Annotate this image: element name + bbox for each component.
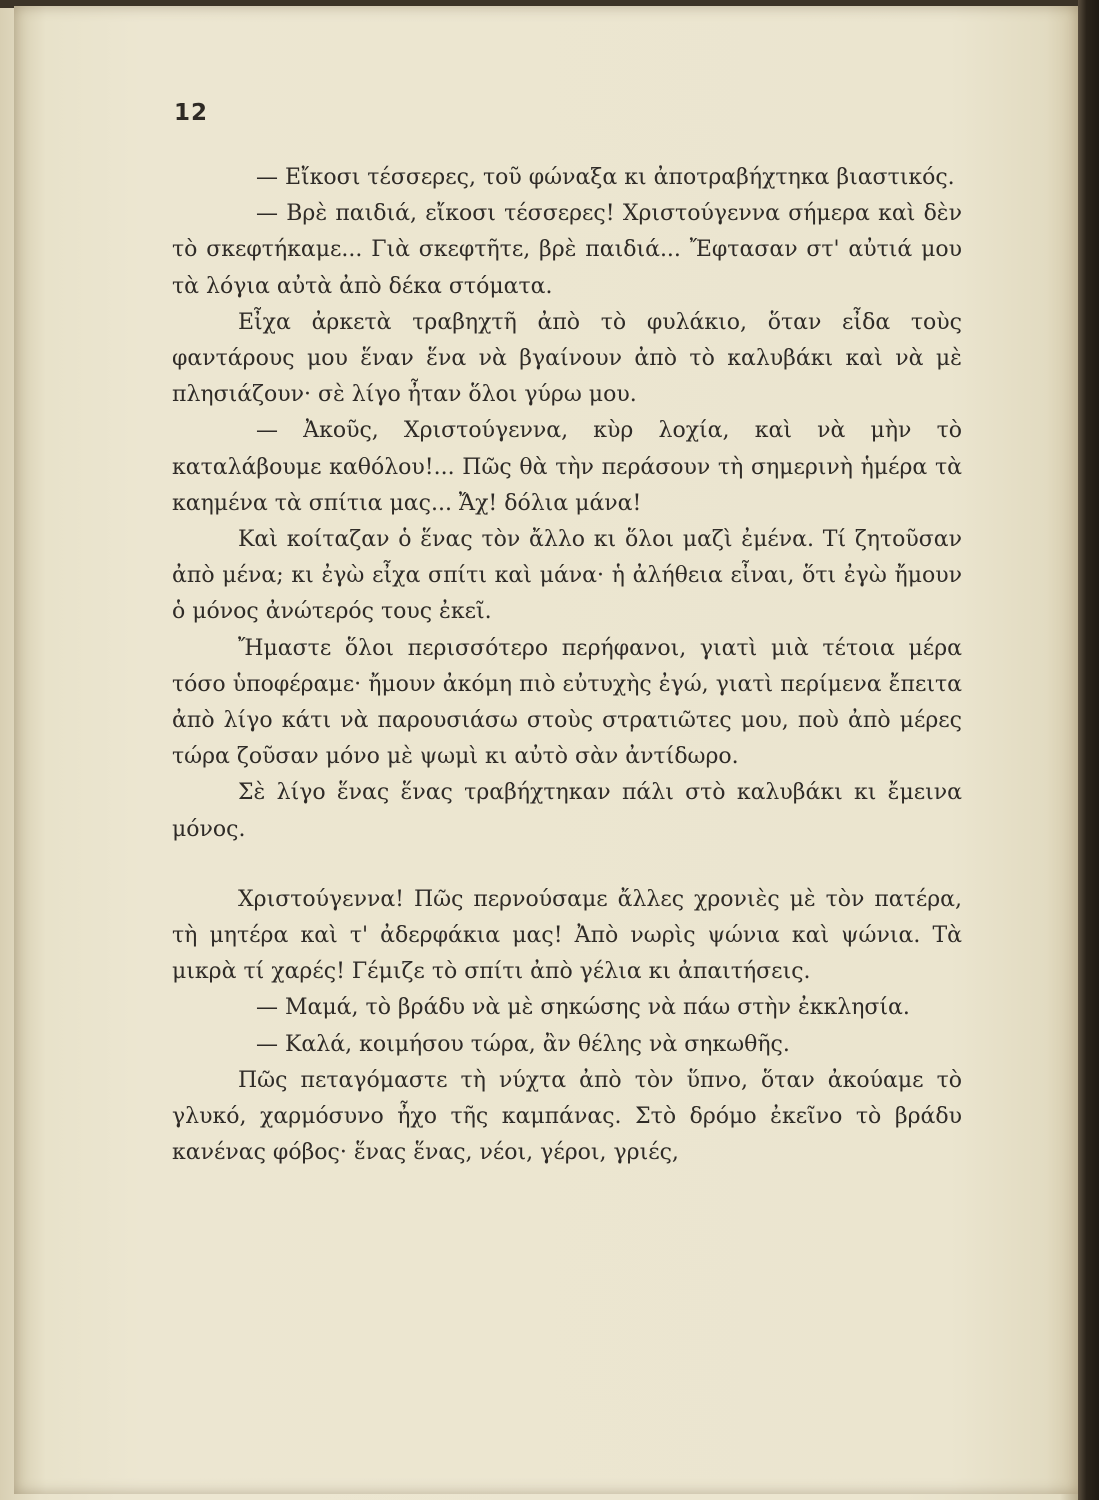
paragraph-9: — Μαμά, τὸ βράδυ νὰ μὲ σηκώσης νὰ πάω στὴν ἐκκλησία. (256, 995, 910, 1021)
paragraph-1: — Εἴκοσι τέσσερες, τοῦ φώναξα κι ἀποτραβήχτηκα βιαστικός. (256, 165, 955, 190)
paragraph-7: Σὲ λίγο ἕνας ἕνας τραβήχτηκαν πάλι στὸ καλυβάκι κι ἔμεινα μόνος. (172, 780, 962, 842)
paragraph-6: Ἤμαστε ὅλοι περισσότερο περήφανοι, γιατὶ μιὰ τέτοια μέρα τόσο ὑποφέραμε· ἤμουν ἀκόμη πιὸ εὐτυχὴς ἐγώ, γιατὶ περίμενα ἔπειτα ἀπὸ λίγο κάτι νὰ παρουσιάσω στοὺς στρατιῶτες μου, ποὺ ἀπὸ μέρες τώρα ζοῦσαν μόνο μὲ ψωμὶ κι αὐτὸ σὰν ἀντίδωρο. (172, 635, 962, 770)
paragraph-11: Πῶς πεταγόμαστε τὴ νύχτα ἀπὸ τὸν ὕπνο, ὅταν ἀκούαμε τὸ γλυκό, χαρμόσυνο ἦχο τῆς καμπάνας. Στὸ δρόμο ἐκεῖνο τὸ βράδυ κανένας φόβος· ἕνας ἕνας, νέοι, γέροι, γριές, (172, 1067, 962, 1166)
paragraph-10: — Καλά, κοιμήσου τώρα, ἂν θέλης νὰ σηκωθῆς. (256, 1031, 790, 1057)
paragraph-8: Χριστούγεννα! Πῶς περνούσαμε ἄλλες χρονιὲς μὲ τὸν πατέρα, τὴ μητέρα καὶ τ' ἀδερφάκια μας! Ἀπὸ νωρὶς ψώνια καὶ ψώνια. Τὰ μικρὰ τί χαρές! Γέμιζε τὸ σπίτι ἀπὸ γέλια κι ἀπαιτήσεις. (172, 886, 962, 985)
paragraph-3: Εἶχα ἀρκετὰ τραβηχτῆ ἀπὸ τὸ φυλάκιο, ὅταν εἶδα τοὺς φαντάρους μου ἕναν ἕνα νὰ βγαίνουν ἀπὸ τὸ καλυβάκι καὶ νὰ μὲ πλησιάζουν· σὲ λίγο ἦταν ὅλοι γύρω μου. (172, 309, 962, 408)
section-break (172, 848, 962, 882)
book-cover-edge (1078, 0, 1099, 1500)
paragraph-4: — Ἀκοῦς, Χριστούγεννα, κὺρ λοχία, καὶ νὰ μὴν τὸ καταλάβουμε καθόλου!... Πῶς θὰ τὴν περάσουν τὴ σημερινὴ ἡμέρα τὰ καημένα τὰ σπίτια μας... Ἄχ! δόλια μάνα! (172, 418, 962, 516)
body-text (172, 160, 962, 1171)
paragraph-5: Καὶ κοίταζαν ὁ ἕνας τὸν ἄλλο κι ὅλοι μαζὶ ἐμένα. Τί ζητοῦσαν ἀπὸ μένα; κι ἐγὼ εἶχα σπίτι καὶ μάνα· ἡ ἀλήθεια εἶναι, ὅτι ἐγὼ ἤμουν ὁ μόνος ἀνώτερός τους ἐκεῖ. (172, 527, 962, 625)
paragraph-2: — Βρὲ παιδιά, εἴκοσι τέσσερες! Χριστούγεννα σήμερα καὶ δὲν τὸ σκεφτήκαμε... Γιὰ σκεφτῆτε, βρὲ παιδιά... Ἔφτασαν στ' αὐτιά μου τὰ λόγια αὐτὰ ἀπὸ δέκα στόματα. (172, 201, 962, 299)
page-number: 12 (174, 100, 209, 126)
